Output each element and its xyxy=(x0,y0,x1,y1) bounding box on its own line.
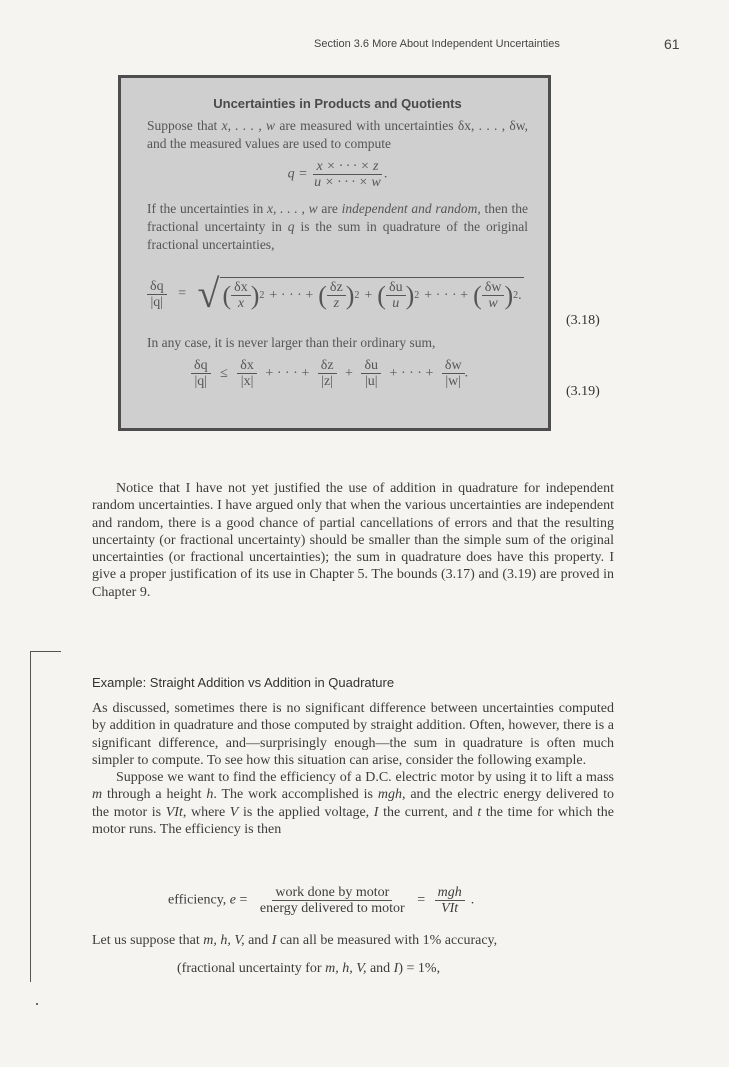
efficiency-equation: efficiency, e = $\frac{\text{work done by motor}}{\text{energy delivered to motor}}$ = $\frac{\text{mgh}}{\text{VIt}}$ . xyxy=(168,885,475,916)
fractional-uncertainty-equation: (fractional uncertainty for m, h, V, and I) = 1%, xyxy=(177,961,441,976)
page-number: 61 xyxy=(664,36,680,52)
box-intro: Suppose that x, . . . , w are measured with uncertainties δx, . . . , δw, and the measured values are used to compute xyxy=(147,118,528,151)
page-speck xyxy=(36,1003,38,1005)
example-paragraph-1: As discussed, sometimes there is no significant difference between uncertainties computed by addition in quadrature and those computed by straight addition. Often, however, there is a significant difference, and—surprisingly enough—the sum in quadrature is often much simpler to compute. To see how this situation can arise, consider the following example. xyxy=(92,701,614,768)
running-header: Section 3.6 More About Independent Uncertainties xyxy=(314,38,560,50)
example-text xyxy=(92,700,614,838)
equation-q: q = $\frac{x \times \cdot \cdot \cdot \times z}{u \times \cdot \cdot \cdot \times w}$ . xyxy=(287,159,388,190)
box-condition: If the uncertainties in x, . . . , w are independent and random, then the fractional uncertainty in q is the sum in quadrature of the original fractional uncertainties, xyxy=(147,201,529,252)
box-title: Uncertainties in Products and Quotients xyxy=(213,96,462,111)
example-paragraph-2: Suppose we want to find the efficiency of a D.C. electric motor by using it to lift a mass m through a height h. The work accomplished is mgh, and the electric energy delivered to the motor is VIt, where V is the applied voltage, I the current, and t the time for which the motor runs. The efficiency is then xyxy=(92,770,614,838)
example-bracket xyxy=(30,651,61,982)
accuracy-sentence: Let us suppose that m, h, V, and I can all be measured with 1% accuracy, xyxy=(92,933,498,948)
rule-box xyxy=(118,75,551,431)
equation-3-18: $\frac{\delta q}{|q|}$ = √ ( $\frac{\delta x}{x}$ ) 2 + · · · + ( $\frac{\delta z}{z}$ ) 2 + ( $\frac{\delta u}{u}$ ) 2 + · · · + ( $\frac{\delta w}{w}$ ) 2 . xyxy=(147,274,524,314)
box-anycase: In any case, it is never larger than their ordinary sum, xyxy=(147,335,436,350)
equation-number-3-19: (3.19) xyxy=(566,384,600,399)
example-title: Example: Straight Addition vs Addition in Quadrature xyxy=(92,675,395,690)
equation-3-19: $\frac{\delta q}{|q|}$ ≤ $\frac{\delta x}{|x|}$ + · · · + $\frac{\delta z}{|z|}$ + $\frac{\delta u}{|u|}$ + · · · + $\frac{\delta w}{|w|}$ . xyxy=(191,358,468,389)
equation-number-3-18: (3.18) xyxy=(566,313,600,328)
notice-paragraph: Notice that I have not yet justified the use of addition in quadrature for independent random uncertainties. I have argued only that when the various uncertainties are independent and random, there is a good chance of partial cancellations of errors and that the resulting uncertainty (or fractional uncertainty) should be smaller than the simple sum of the original uncertainties (or fractional uncertainties); the sum in quadrature does have this property. I give a proper justification of its use in Chapter 5. The bounds (3.17) and (3.19) are proved in Chapter 9. xyxy=(92,481,614,600)
